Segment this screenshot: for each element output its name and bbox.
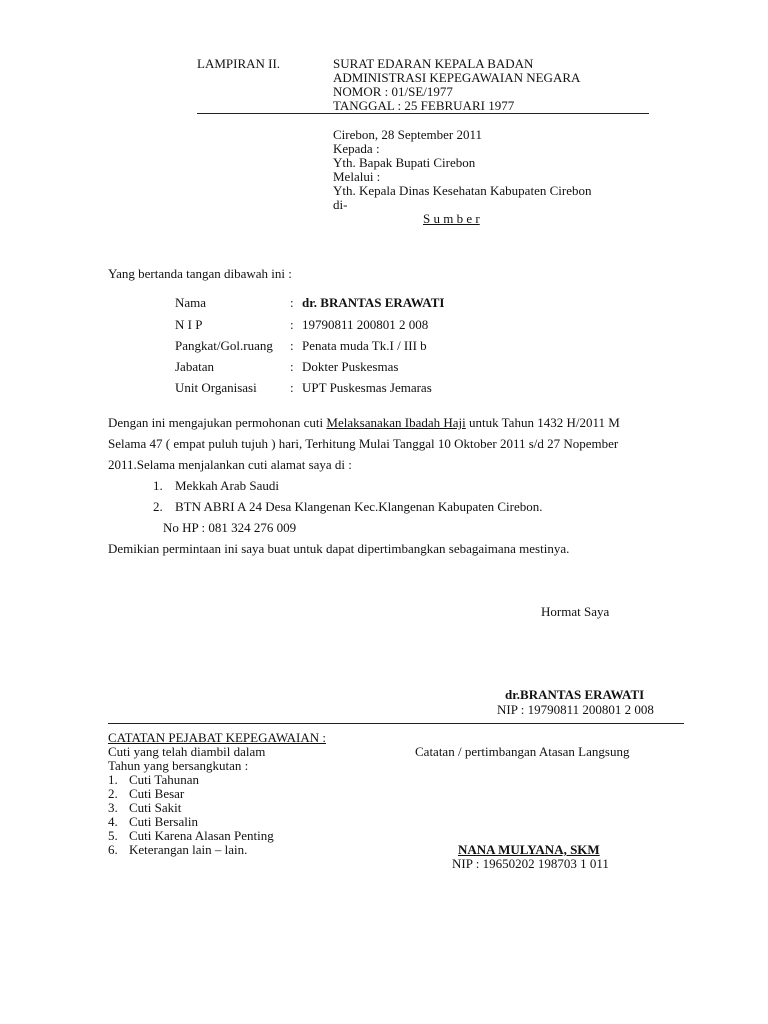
address-item-text: Mekkah Arab Saudi <box>175 478 279 493</box>
leave-type-text: Cuti Tahunan <box>129 772 199 787</box>
leave-type-num: 2. <box>108 786 118 801</box>
leave-type-num: 3. <box>108 800 118 815</box>
request-line-1-pre: Dengan ini mengajukan permohonan cuti <box>108 415 327 430</box>
identity-row-position <box>175 360 398 374</box>
superior-nip: NIP : 19650202 198703 1 011 <box>452 856 609 871</box>
notes-title: CATATAN PEJABAT KEPEGAWAIAN : <box>108 730 327 745</box>
header-line-1: SURAT EDARAN KEPALA BADAN <box>333 56 534 71</box>
signature-greeting: Hormat Saya <box>541 604 610 619</box>
request-line-2: Selama 47 ( empat puluh tujuh ) hari, Terhitung Mulai Tanggal 10 Oktober 2011 s/d 27 Nopember <box>108 436 619 451</box>
identity-sep: : <box>290 317 294 332</box>
request-line-3: 2011.Selama menjalankan cuti alamat saya di : <box>108 457 352 472</box>
identity-label: Unit Organisasi <box>175 380 257 395</box>
identity-label: Pangkat/Gol.ruang <box>175 338 273 353</box>
superior-note-label: Catatan / pertimbangan Atasan Langsung <box>415 744 630 759</box>
request-line-1-post: untuk Tahun 1432 H/2011 M <box>465 415 620 430</box>
identity-row-rank <box>175 339 427 353</box>
request-line-1 <box>108 416 620 430</box>
identity-sep: : <box>290 380 294 395</box>
notes-line-2: Tahun yang bersangkutan : <box>108 758 249 773</box>
identity-row-unit <box>175 381 432 395</box>
leave-type-text: Cuti Karena Alasan Penting <box>129 828 274 843</box>
identity-sep: : <box>290 359 294 374</box>
identity-value: Dokter Puskesmas <box>302 359 399 374</box>
phone-number: No HP : 081 324 276 009 <box>163 520 297 535</box>
address-item-num: 2. <box>153 499 163 514</box>
notes-line-1: Cuti yang telah diambil dalam <box>108 744 266 759</box>
di-label: di- <box>333 197 348 212</box>
leave-type-text: Keterangan lain – lain. <box>129 842 248 857</box>
lampiran-label: LAMPIRAN II. <box>197 56 281 71</box>
signer-nip: NIP : 19790811 200801 2 008 <box>497 702 654 717</box>
recipient-1: Yth. Bapak Bupati Cirebon <box>333 155 476 170</box>
identity-value: UPT Puskesmas Jemaras <box>302 380 432 395</box>
header-line-3: NOMOR : 01/SE/1977 <box>333 84 453 99</box>
closing-text: Demikian permintaan ini saya buat untuk dapat dipertimbangkan sebagaimana mestinya. <box>108 541 570 556</box>
identity-label: Jabatan <box>175 359 214 374</box>
identity-value: 19790811 200801 2 008 <box>302 317 429 332</box>
melalui-label: Melalui : <box>333 169 381 184</box>
identity-label: Nama <box>175 295 207 310</box>
place-date: Cirebon, 28 September 2011 <box>333 127 482 142</box>
header-line-2: ADMINISTRASI KEPEGAWAIAN NEGARA <box>333 70 581 85</box>
identity-sep: : <box>290 338 294 353</box>
identity-sep: : <box>290 295 294 310</box>
leave-type-num: 5. <box>108 828 118 843</box>
identity-row-nip <box>175 318 428 332</box>
recipient-2: Yth. Kepala Dinas Kesehatan Kabupaten Cirebon <box>333 183 592 198</box>
destination-city: S u m b e r <box>423 211 480 226</box>
identity-value: dr. BRANTAS ERAWATI <box>302 295 445 310</box>
leave-purpose: Melaksanakan Ibadah Haji <box>326 415 466 430</box>
identity-label: N I P <box>175 317 203 332</box>
leave-type-num: 1. <box>108 772 118 787</box>
superior-name: NANA MULYANA, SKM <box>458 842 600 857</box>
kepada-label: Kepada : <box>333 141 380 156</box>
leave-type-text: Cuti Bersalin <box>129 814 198 829</box>
identity-value: Penata muda Tk.I / III b <box>302 338 427 353</box>
address-item-num: 1. <box>153 478 163 493</box>
leave-type-text: Cuti Besar <box>129 786 185 801</box>
leave-type-num: 4. <box>108 814 118 829</box>
header-line-4: TANGGAL : 25 FEBRUARI 1977 <box>333 98 515 113</box>
leave-type-num: 6. <box>108 842 118 857</box>
intro-text: Yang bertanda tangan dibawah ini : <box>108 266 292 281</box>
header-divider <box>197 113 649 114</box>
leave-type-text: Cuti Sakit <box>129 800 182 815</box>
identity-row-name <box>175 296 444 310</box>
signer-name: dr.BRANTAS ERAWATI <box>505 687 645 702</box>
notes-divider <box>108 723 684 724</box>
address-item-text: BTN ABRI A 24 Desa Klangenan Kec.Klangenan Kabupaten Cirebon. <box>175 499 543 514</box>
